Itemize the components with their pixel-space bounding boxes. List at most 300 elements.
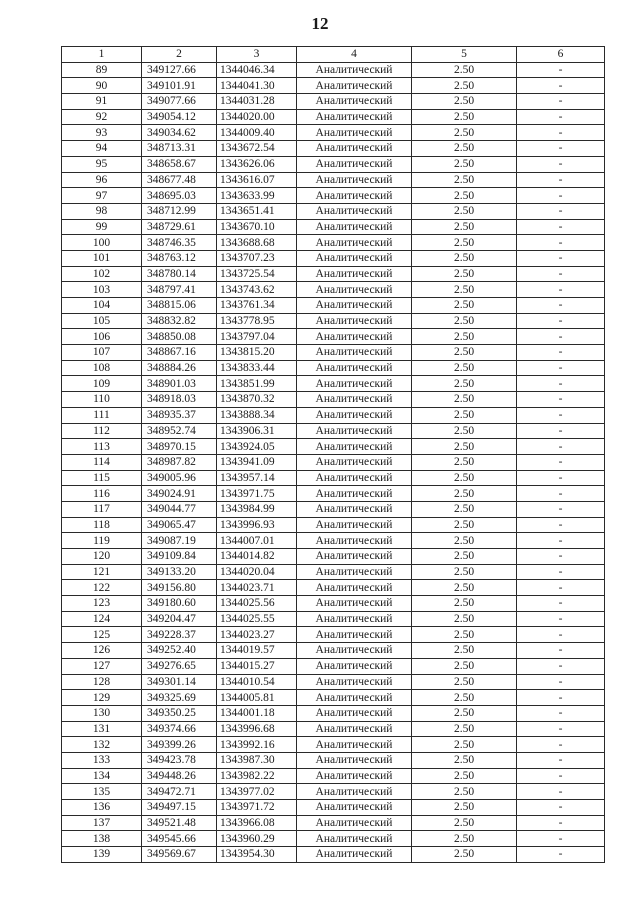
cell-note: - [517,596,605,612]
table-row [62,705,605,721]
table-row [62,564,605,580]
cell-method: Аналитический [297,219,412,235]
cell-method: Аналитический [297,721,412,737]
cell-accuracy: 2.50 [412,768,517,784]
cell-note: - [517,800,605,816]
cell-note: - [517,125,605,141]
cell-accuracy: 2.50 [412,454,517,470]
table-row [62,690,605,706]
column-header: 2 [142,47,217,63]
cell-x-coordinate: 349301.14 [142,674,217,690]
cell-accuracy: 2.50 [412,407,517,423]
cell-x-coordinate: 348677.48 [142,172,217,188]
cell-note: - [517,643,605,659]
cell-point-number: 121 [62,564,142,580]
cell-x-coordinate: 349044.77 [142,501,217,517]
cell-point-number: 124 [62,611,142,627]
cell-note: - [517,94,605,110]
cell-y-coordinate: 1343761.34 [217,298,297,314]
table-row [62,172,605,188]
cell-point-number: 116 [62,486,142,502]
cell-note: - [517,298,605,314]
cell-y-coordinate: 1343616.07 [217,172,297,188]
cell-method: Аналитический [297,549,412,565]
cell-y-coordinate: 1343971.72 [217,800,297,816]
cell-note: - [517,313,605,329]
cell-y-coordinate: 1343996.93 [217,517,297,533]
cell-note: - [517,188,605,204]
table-row [62,768,605,784]
table-row [62,407,605,423]
table-row [62,611,605,627]
cell-accuracy: 2.50 [412,580,517,596]
cell-method: Аналитический [297,282,412,298]
cell-point-number: 106 [62,329,142,345]
cell-accuracy: 2.50 [412,705,517,721]
cell-accuracy: 2.50 [412,266,517,282]
cell-y-coordinate: 1343954.30 [217,847,297,863]
cell-note: - [517,203,605,219]
cell-accuracy: 2.50 [412,800,517,816]
cell-y-coordinate: 1343688.68 [217,235,297,251]
cell-accuracy: 2.50 [412,596,517,612]
table-row [62,219,605,235]
cell-method: Аналитический [297,611,412,627]
cell-x-coordinate: 348970.15 [142,439,217,455]
cell-note: - [517,109,605,125]
cell-point-number: 99 [62,219,142,235]
cell-x-coordinate: 349065.47 [142,517,217,533]
cell-y-coordinate: 1343992.16 [217,737,297,753]
table-row [62,454,605,470]
cell-x-coordinate: 348884.26 [142,360,217,376]
table-body [62,62,605,862]
cell-point-number: 97 [62,188,142,204]
cell-method: Аналитический [297,752,412,768]
cell-x-coordinate: 348850.08 [142,329,217,345]
cell-y-coordinate: 1343987.30 [217,752,297,768]
table-row [62,643,605,659]
table-row [62,784,605,800]
table-row [62,596,605,612]
cell-method: Аналитический [297,831,412,847]
cell-y-coordinate: 1343833.44 [217,360,297,376]
cell-y-coordinate: 1344020.04 [217,564,297,580]
cell-y-coordinate: 1344025.56 [217,596,297,612]
table-row [62,313,605,329]
cell-accuracy: 2.50 [412,78,517,94]
table-row [62,125,605,141]
cell-method: Аналитический [297,690,412,706]
cell-y-coordinate: 1343982.22 [217,768,297,784]
cell-accuracy: 2.50 [412,203,517,219]
cell-x-coordinate: 348658.67 [142,156,217,172]
cell-y-coordinate: 1344009.40 [217,125,297,141]
cell-note: - [517,250,605,266]
table-row [62,627,605,643]
cell-point-number: 112 [62,423,142,439]
cell-point-number: 105 [62,313,142,329]
table-row [62,815,605,831]
cell-point-number: 136 [62,800,142,816]
cell-accuracy: 2.50 [412,94,517,110]
cell-point-number: 120 [62,549,142,565]
cell-accuracy: 2.50 [412,392,517,408]
cell-x-coordinate: 349204.47 [142,611,217,627]
cell-y-coordinate: 1343924.05 [217,439,297,455]
cell-y-coordinate: 1344010.54 [217,674,297,690]
cell-note: - [517,376,605,392]
cell-y-coordinate: 1343851.99 [217,376,297,392]
cell-method: Аналитический [297,580,412,596]
cell-method: Аналитический [297,78,412,94]
cell-y-coordinate: 1343971.75 [217,486,297,502]
cell-note: - [517,282,605,298]
cell-accuracy: 2.50 [412,784,517,800]
cell-y-coordinate: 1343870.32 [217,392,297,408]
cell-note: - [517,360,605,376]
cell-accuracy: 2.50 [412,815,517,831]
cell-accuracy: 2.50 [412,125,517,141]
cell-method: Аналитический [297,658,412,674]
cell-accuracy: 2.50 [412,109,517,125]
cell-method: Аналитический [297,470,412,486]
cell-y-coordinate: 1343778.95 [217,313,297,329]
cell-x-coordinate: 348815.06 [142,298,217,314]
page-number: 12 [311,14,329,33]
cell-point-number: 128 [62,674,142,690]
cell-method: Аналитический [297,125,412,141]
table-row [62,752,605,768]
cell-point-number: 131 [62,721,142,737]
cell-note: - [517,439,605,455]
cell-point-number: 102 [62,266,142,282]
cell-x-coordinate: 349448.26 [142,768,217,784]
cell-point-number: 134 [62,768,142,784]
cell-point-number: 135 [62,784,142,800]
table-row [62,658,605,674]
cell-note: - [517,752,605,768]
cell-accuracy: 2.50 [412,517,517,533]
cell-method: Аналитический [297,643,412,659]
cell-note: - [517,831,605,847]
cell-accuracy: 2.50 [412,141,517,157]
cell-method: Аналитический [297,298,412,314]
table-row [62,580,605,596]
cell-note: - [517,266,605,282]
cell-note: - [517,470,605,486]
cell-method: Аналитический [297,815,412,831]
cell-y-coordinate: 1343743.62 [217,282,297,298]
cell-note: - [517,141,605,157]
table-row [62,486,605,502]
cell-method: Аналитический [297,847,412,863]
cell-accuracy: 2.50 [412,62,517,78]
cell-x-coordinate: 349024.91 [142,486,217,502]
cell-y-coordinate: 1343707.23 [217,250,297,266]
cell-accuracy: 2.50 [412,298,517,314]
table-row [62,721,605,737]
cell-x-coordinate: 349156.80 [142,580,217,596]
cell-accuracy: 2.50 [412,721,517,737]
cell-note: - [517,847,605,863]
cell-note: - [517,737,605,753]
cell-point-number: 98 [62,203,142,219]
cell-x-coordinate: 349180.60 [142,596,217,612]
cell-y-coordinate: 1344020.00 [217,109,297,125]
cell-point-number: 139 [62,847,142,863]
table-row [62,439,605,455]
cell-y-coordinate: 1343984.99 [217,501,297,517]
cell-x-coordinate: 349101.91 [142,78,217,94]
cell-accuracy: 2.50 [412,486,517,502]
cell-y-coordinate: 1343888.34 [217,407,297,423]
cell-y-coordinate: 1343996.68 [217,721,297,737]
cell-method: Аналитический [297,141,412,157]
cell-x-coordinate: 348832.82 [142,313,217,329]
cell-method: Аналитический [297,329,412,345]
column-header: 1 [62,47,142,63]
cell-method: Аналитический [297,439,412,455]
cell-accuracy: 2.50 [412,658,517,674]
cell-note: - [517,721,605,737]
cell-x-coordinate: 348987.82 [142,454,217,470]
cell-y-coordinate: 1343966.08 [217,815,297,831]
cell-accuracy: 2.50 [412,250,517,266]
cell-method: Аналитический [297,517,412,533]
cell-x-coordinate: 349423.78 [142,752,217,768]
cell-point-number: 119 [62,533,142,549]
cell-accuracy: 2.50 [412,345,517,361]
cell-accuracy: 2.50 [412,235,517,251]
cell-x-coordinate: 348797.41 [142,282,217,298]
cell-note: - [517,172,605,188]
cell-accuracy: 2.50 [412,564,517,580]
cell-x-coordinate: 348746.35 [142,235,217,251]
table-row [62,392,605,408]
cell-note: - [517,705,605,721]
cell-method: Аналитический [297,250,412,266]
cell-method: Аналитический [297,533,412,549]
cell-method: Аналитический [297,705,412,721]
cell-method: Аналитический [297,172,412,188]
cell-point-number: 101 [62,250,142,266]
cell-y-coordinate: 1343960.29 [217,831,297,847]
cell-x-coordinate: 348901.03 [142,376,217,392]
cell-method: Аналитический [297,62,412,78]
cell-accuracy: 2.50 [412,172,517,188]
cell-method: Аналитический [297,392,412,408]
cell-y-coordinate: 1344025.55 [217,611,297,627]
table-row [62,298,605,314]
cell-method: Аналитический [297,407,412,423]
cell-y-coordinate: 1343633.99 [217,188,297,204]
cell-method: Аналитический [297,345,412,361]
cell-method: Аналитический [297,674,412,690]
cell-method: Аналитический [297,501,412,517]
cell-x-coordinate: 349545.66 [142,831,217,847]
cell-point-number: 94 [62,141,142,157]
table-row [62,188,605,204]
cell-note: - [517,580,605,596]
cell-note: - [517,423,605,439]
cell-accuracy: 2.50 [412,188,517,204]
cell-accuracy: 2.50 [412,501,517,517]
cell-x-coordinate: 349077.66 [142,94,217,110]
cell-note: - [517,219,605,235]
cell-y-coordinate: 1343977.02 [217,784,297,800]
cell-accuracy: 2.50 [412,282,517,298]
cell-note: - [517,611,605,627]
cell-x-coordinate: 349087.19 [142,533,217,549]
cell-note: - [517,329,605,345]
cell-accuracy: 2.50 [412,439,517,455]
cell-accuracy: 2.50 [412,376,517,392]
cell-method: Аналитический [297,376,412,392]
cell-method: Аналитический [297,94,412,110]
cell-point-number: 89 [62,62,142,78]
cell-note: - [517,392,605,408]
cell-note: - [517,768,605,784]
cell-point-number: 93 [62,125,142,141]
cell-x-coordinate: 349133.20 [142,564,217,580]
cell-x-coordinate: 349034.62 [142,125,217,141]
cell-y-coordinate: 1343672.54 [217,141,297,157]
cell-y-coordinate: 1343941.09 [217,454,297,470]
cell-x-coordinate: 349228.37 [142,627,217,643]
cell-x-coordinate: 348780.14 [142,266,217,282]
table-row [62,501,605,517]
table-row [62,800,605,816]
cell-accuracy: 2.50 [412,847,517,863]
cell-note: - [517,815,605,831]
column-header: 4 [297,47,412,63]
cell-note: - [517,690,605,706]
cell-y-coordinate: 1343651.41 [217,203,297,219]
cell-y-coordinate: 1344031.28 [217,94,297,110]
cell-point-number: 90 [62,78,142,94]
cell-accuracy: 2.50 [412,674,517,690]
cell-accuracy: 2.50 [412,313,517,329]
cell-point-number: 115 [62,470,142,486]
cell-x-coordinate: 348918.03 [142,392,217,408]
cell-method: Аналитический [297,800,412,816]
cell-note: - [517,517,605,533]
cell-y-coordinate: 1344005.81 [217,690,297,706]
cell-method: Аналитический [297,596,412,612]
cell-x-coordinate: 349350.25 [142,705,217,721]
cell-method: Аналитический [297,156,412,172]
cell-x-coordinate: 349497.15 [142,800,217,816]
cell-method: Аналитический [297,486,412,502]
table-row [62,250,605,266]
table-row [62,549,605,565]
cell-note: - [517,486,605,502]
column-header: 5 [412,47,517,63]
cell-x-coordinate: 349374.66 [142,721,217,737]
cell-note: - [517,627,605,643]
cell-y-coordinate: 1343797.04 [217,329,297,345]
cell-method: Аналитический [297,564,412,580]
cell-point-number: 96 [62,172,142,188]
cell-method: Аналитический [297,313,412,329]
cell-method: Аналитический [297,454,412,470]
table-row [62,156,605,172]
table-row [62,329,605,345]
cell-point-number: 92 [62,109,142,125]
table-row [62,94,605,110]
cell-x-coordinate: 349521.48 [142,815,217,831]
cell-y-coordinate: 1344046.34 [217,62,297,78]
cell-point-number: 111 [62,407,142,423]
cell-x-coordinate: 349109.84 [142,549,217,565]
cell-point-number: 108 [62,360,142,376]
cell-y-coordinate: 1344001.18 [217,705,297,721]
cell-point-number: 110 [62,392,142,408]
cell-x-coordinate: 349252.40 [142,643,217,659]
cell-point-number: 113 [62,439,142,455]
table-row [62,282,605,298]
cell-x-coordinate: 349569.67 [142,847,217,863]
cell-note: - [517,533,605,549]
cell-method: Аналитический [297,423,412,439]
table-row [62,266,605,282]
table-row [62,423,605,439]
cell-accuracy: 2.50 [412,329,517,345]
cell-y-coordinate: 1343957.14 [217,470,297,486]
cell-note: - [517,345,605,361]
cell-accuracy: 2.50 [412,360,517,376]
table-header-row [62,47,605,63]
cell-method: Аналитический [297,768,412,784]
cell-x-coordinate: 349399.26 [142,737,217,753]
cell-method: Аналитический [297,203,412,219]
cell-y-coordinate: 1344023.27 [217,627,297,643]
cell-point-number: 95 [62,156,142,172]
cell-method: Аналитический [297,266,412,282]
cell-note: - [517,407,605,423]
cell-point-number: 104 [62,298,142,314]
column-header: 6 [517,47,605,63]
cell-point-number: 109 [62,376,142,392]
cell-point-number: 117 [62,501,142,517]
cell-method: Аналитический [297,235,412,251]
table-row [62,109,605,125]
cell-x-coordinate: 348763.12 [142,250,217,266]
cell-point-number: 132 [62,737,142,753]
cell-x-coordinate: 349472.71 [142,784,217,800]
cell-point-number: 118 [62,517,142,533]
cell-y-coordinate: 1344007.01 [217,533,297,549]
table-row [62,831,605,847]
cell-accuracy: 2.50 [412,470,517,486]
cell-y-coordinate: 1344014.82 [217,549,297,565]
cell-point-number: 126 [62,643,142,659]
cell-x-coordinate: 348713.31 [142,141,217,157]
cell-x-coordinate: 349276.65 [142,658,217,674]
cell-y-coordinate: 1343906.31 [217,423,297,439]
cell-x-coordinate: 348712.99 [142,203,217,219]
cell-point-number: 122 [62,580,142,596]
table-row [62,517,605,533]
cell-x-coordinate: 348952.74 [142,423,217,439]
cell-note: - [517,784,605,800]
cell-x-coordinate: 348867.16 [142,345,217,361]
coordinates-table [61,46,605,863]
cell-point-number: 103 [62,282,142,298]
cell-note: - [517,549,605,565]
cell-y-coordinate: 1344023.71 [217,580,297,596]
